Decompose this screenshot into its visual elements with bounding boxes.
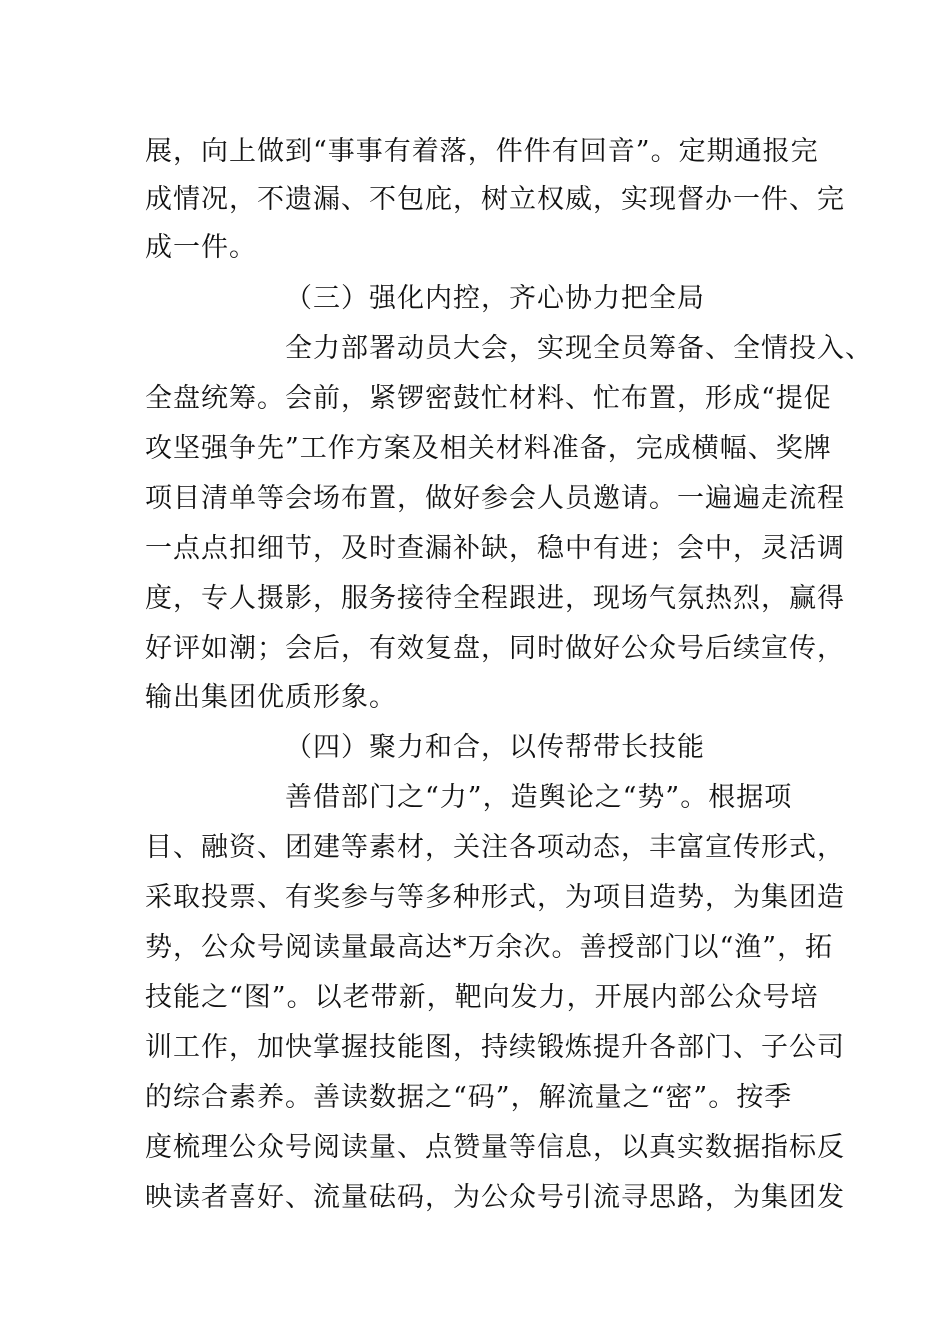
paragraph-line: 项目清单等会场布置，做好参会人员邀请。一遍遍走流程 [145,483,845,514]
paragraph-line: 势，公众号阅读量最高达*万余次。善授部门以“渔”，拓 [145,932,834,963]
paragraph-line: 的综合素养。善读数据之“码”，解流量之“密”。按季 [145,1082,793,1113]
paragraph-line: 好评如潮；会后，有效复盘，同时做好公众号后续宣传， [145,633,845,664]
paragraph-line: 攻坚强争先”工作方案及相关材料准备，完成横幅、奖牌 [145,433,832,464]
paragraph-line: 训工作，加快掌握技能图，持续锻炼提升各部门、子公司 [145,1032,845,1063]
section-heading-4: （四）聚力和合，以传帮带长技能 [285,732,705,763]
paragraph-line: 成一件。 [145,232,257,263]
paragraph-line: 全盘统筹。会前，紧锣密鼓忙材料、忙布置，形成“提促 [145,383,832,414]
paragraph-line: 输出集团优质形象。 [145,682,397,713]
paragraph-line: 技能之“图”。以老带新，靶向发力，开展内部公众号培 [145,982,819,1013]
paragraph-line: 善借部门之“力”，造舆论之“势”。根据项 [285,782,793,813]
paragraph-line: 采取投票、有奖参与等多种形式，为项目造势，为集团造 [145,882,845,913]
paragraph-line: 映读者喜好、流量砝码，为公众号引流寻思路，为集团发 [145,1182,845,1213]
section-heading-3: （三）强化内控，齐心协力把全局 [285,283,705,314]
paragraph-line: 目、融资、团建等素材，关注各项动态，丰富宣传形式， [145,832,845,863]
paragraph-line: 度梳理公众号阅读量、点赞量等信息，以真实数据指标反 [145,1132,845,1163]
paragraph-line: 全力部署动员大会，实现全员筹备、全情投入、 [285,333,873,364]
paragraph-line: 一点点扣细节，及时查漏补缺，稳中有进；会中，灵活调 [145,533,845,564]
paragraph-line: 展，向上做到“事事有着落，件件有回音”。定期通报完 [145,136,819,167]
paragraph-line: 度，专人摄影，服务接待全程跟进，现场气氛热烈，赢得 [145,583,845,614]
paragraph-line: 成情况，不遗漏、不包庇，树立权威，实现督办一件、完 [145,184,845,215]
